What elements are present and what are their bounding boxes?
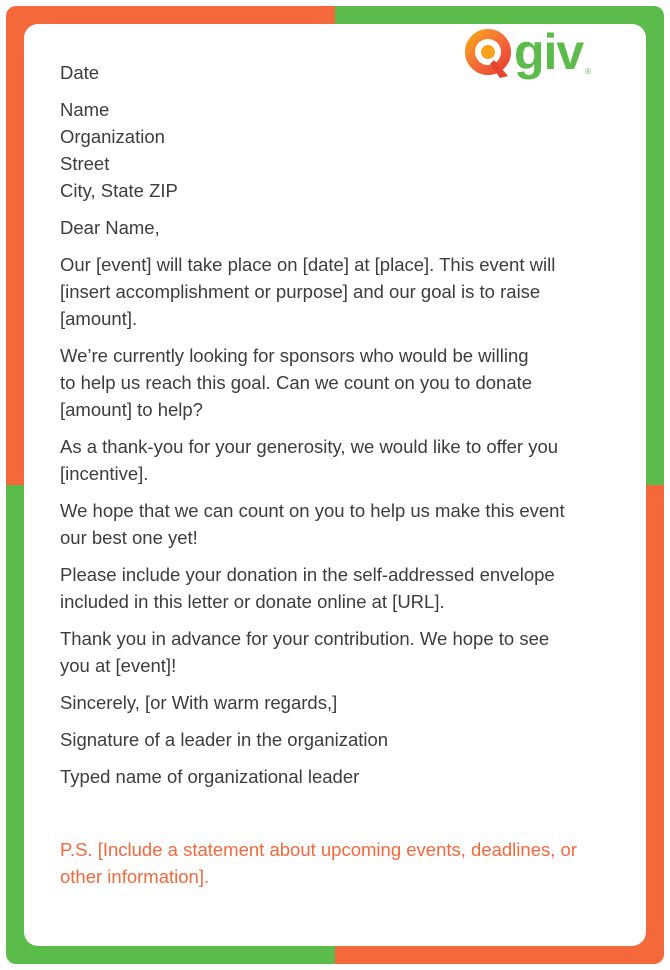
- paragraph-thanks: [60, 625, 620, 679]
- letter-body: [60, 59, 620, 900]
- paragraph-hope: [60, 497, 620, 551]
- date-line: [60, 59, 620, 86]
- postscript: [60, 836, 620, 890]
- address-city-state-zip: City, State ZIP: [60, 180, 178, 201]
- address-street: Street: [60, 153, 110, 174]
- typed-name-line: [60, 763, 620, 790]
- address-name: Name: [60, 99, 110, 120]
- registered-mark: ®: [585, 67, 591, 76]
- paragraph-line: to help us reach this goal. Can we count on you to donate: [60, 372, 533, 393]
- paragraph-line: [incentive].: [60, 463, 149, 484]
- salutation: [60, 214, 620, 241]
- paragraph-event: [60, 251, 620, 332]
- paragraph-line: Please include your donation in the self-addressed envelope: [60, 564, 555, 585]
- postscript-line: other information].: [60, 866, 210, 887]
- paragraph-line: Thank you in advance for your contribution. We hope to see: [60, 628, 550, 649]
- paragraph-line: We hope that we can count on you to help us make this event: [60, 500, 565, 521]
- typed-name-text: Typed name of organizational leader: [60, 766, 360, 787]
- paragraph-line: We’re currently looking for sponsors who would be willing: [60, 345, 529, 366]
- paragraph-line: [amount] to help?: [60, 399, 203, 420]
- paragraph-sponsors: [60, 342, 620, 423]
- signature-line: [60, 726, 620, 753]
- paragraph-line: [insert accomplishment or purpose] and our goal is to raise: [60, 281, 541, 302]
- paragraph-incentive: [60, 433, 620, 487]
- postscript-line: P.S. [Include a statement about upcoming events, deadlines, or: [60, 839, 577, 860]
- paragraph-line: included in this letter or donate online at [URL].: [60, 591, 445, 612]
- qgiv-wordmark: giv: [514, 24, 584, 80]
- signature-text: Signature of a leader in the organization: [60, 729, 389, 750]
- closing-text: Sincerely, [or With warm regards,]: [60, 692, 338, 713]
- paragraph-line: our best one yet!: [60, 527, 198, 548]
- paragraph-line: you at [event]!: [60, 655, 177, 676]
- closing: [60, 689, 620, 716]
- recipient-address: [60, 96, 620, 204]
- paragraph-line: Our [event] will take place on [date] at [place]. This event will: [60, 254, 556, 275]
- paragraph-line: As a thank-you for your generosity, we would like to offer you: [60, 436, 559, 457]
- date-text: Date: [60, 62, 100, 83]
- address-organization: Organization: [60, 126, 165, 147]
- salutation-text: Dear Name,: [60, 217, 160, 238]
- paragraph-donation: [60, 561, 620, 615]
- paragraph-line: [amount].: [60, 308, 138, 329]
